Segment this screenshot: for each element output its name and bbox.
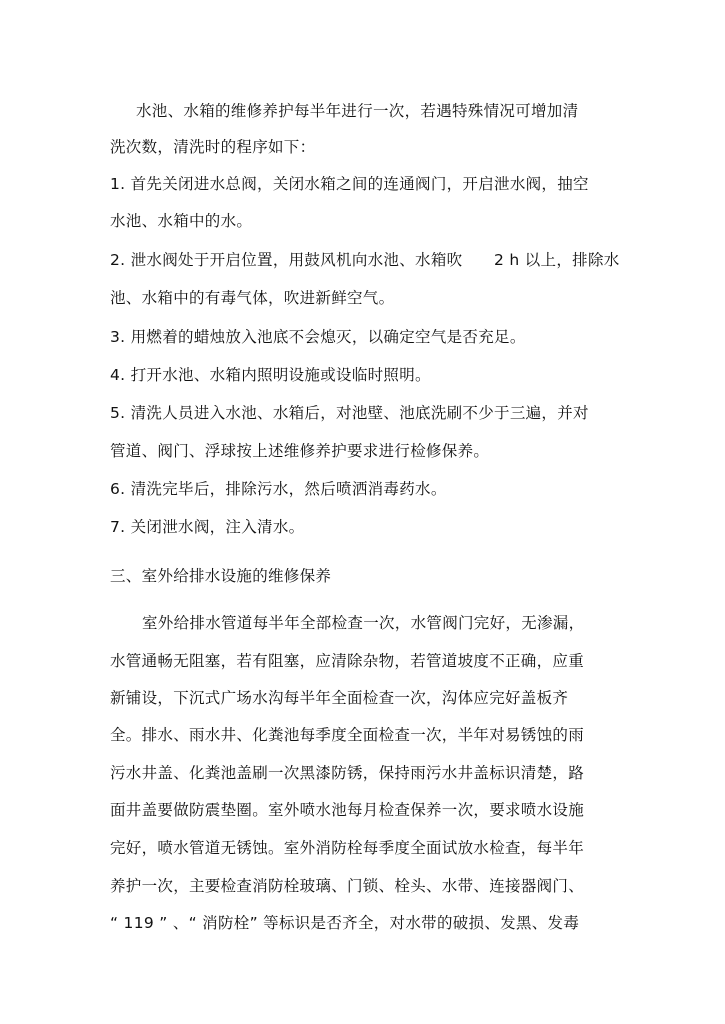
text-line-2: 洗次数，清洗时的程序如下： — [110, 138, 316, 156]
text-line-14: 室外给排水管道每半年全部检查一次，水管阀门完好，无渗漏， — [142, 614, 585, 632]
text-line-6: 池、水箱中的有毒气体，吹进新鲜空气。 — [110, 289, 395, 307]
text-line-20: 完好，喷水管道无锈蚀。室外消防栓每季度全面试放水检查，每半年 — [110, 839, 585, 857]
text-line-4: 水池、水箱中的水。 — [110, 212, 253, 230]
text-line-19: 面井盖要做防震垫圈。室外喷水池每月检查保养一次，要求喷水设施 — [110, 801, 585, 819]
text-line-8: 4. 打开水池、水箱内照明设施或设临时照明。 — [110, 366, 431, 384]
text-line-21: 养护一次，主要检查消防栓玻璃、门锁、栓头、水带、连接器阀门、 — [110, 877, 585, 895]
section-heading: 三、室外给排水设施的维修保养 — [110, 567, 332, 585]
text-line-18: 污水井盖、化粪池盖刷一次黑漆防锈，保持雨污水井盖标识清楚，路 — [110, 764, 585, 782]
text-line-11: 6. 清洗完毕后，排除污水，然后喷洒消毒药水。 — [110, 480, 447, 498]
text-line-12: 7. 关闭泄水阀，注入清水。 — [110, 518, 305, 536]
text-line-16: 新铺设，下沉式广场水沟每半年全面检查一次，沟体应完好盖板齐 — [110, 689, 569, 707]
text-line-17: 全。排水、雨水井、化粪池每季度全面检查一次，半年对易锈蚀的雨 — [110, 726, 585, 744]
text-line-5: 2. 泄水阀处于开启位置，用鼓风机向水池、水箱吹 2 h 以上，排除水 — [110, 251, 620, 269]
text-line-7: 3. 用燃着的蜡烛放入池底不会熄灭，以确定空气是否充足。 — [110, 328, 526, 346]
text-line-9: 5. 清洗人员进入水池、水箱后，对池壁、池底洗刷不少于三遍，并对 — [110, 404, 589, 422]
text-line-3: 1. 首先关闭进水总阀，关闭水箱之间的连通阀门，开启泄水阀，抽空 — [110, 175, 589, 193]
text-line-1: 水池、水箱的维修养护每半年进行一次，若遇特殊情况可增加清 — [136, 102, 579, 120]
text-line-10: 管道、阀门、浮球按上述维修养护要求进行检修保养。 — [110, 442, 490, 460]
text-line-22: “ 119 ” 、“ 消防栓” 等标识是否齐全，对水带的破损、发黑、发毒 — [110, 914, 580, 932]
text-line-15: 水管通畅无阻塞，若有阻塞，应清除杂物，若管道坡度不正确，应重 — [110, 652, 585, 670]
